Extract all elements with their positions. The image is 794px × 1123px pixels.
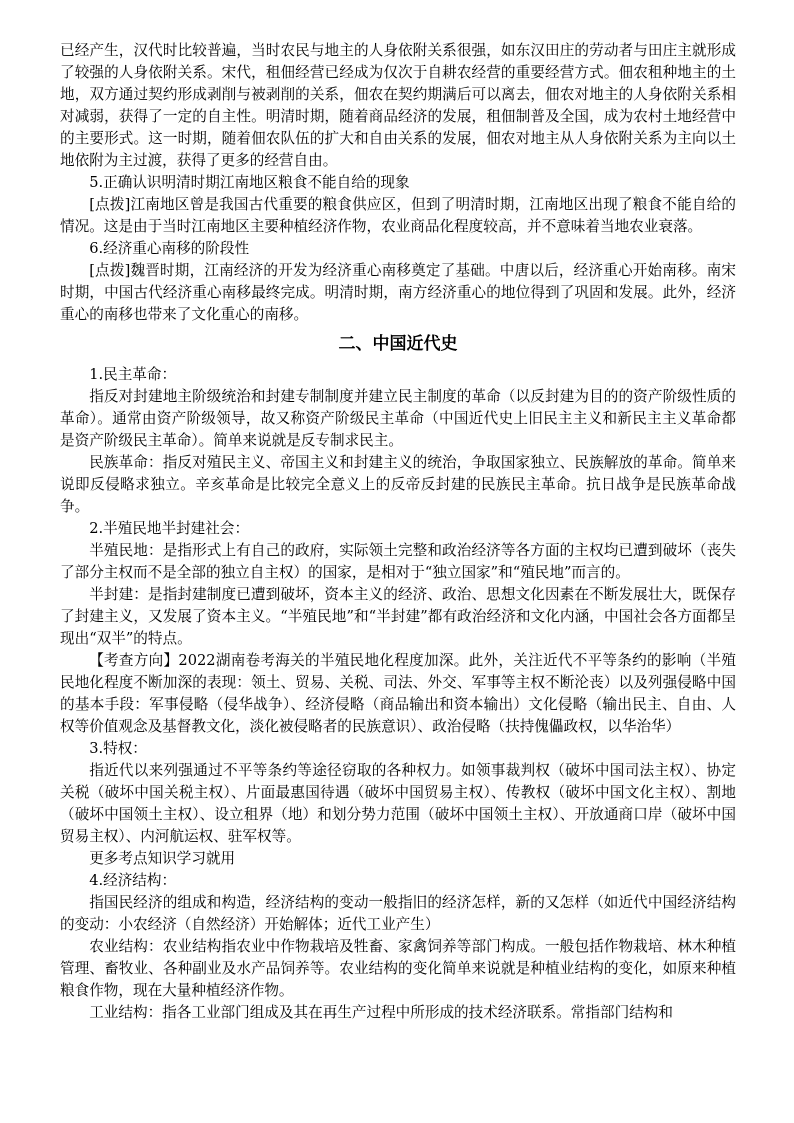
paragraph-national-revolution: 民族革命：指反对殖民主义、帝国主义和封建主义的统治，争取国家独立、民族解放的革命。简单来说即反侵略求独立。辛亥革命是比较完全意义上的反帝反封建的民族民主革命。抗日战争是民族革命战争。 [60,454,736,515]
heading-privileges: 3.特权： [89,740,147,757]
paragraph-point-5-explanation: [点拨]江南地区曾是我国古代重要的粮食供应区，但到了明清时期，江南地区出现了粮食不能自给的情况。这是由于当时江南地区主要种植经济作物，农业商品化程度较高，并不意味着当地农业衰落。 [60,196,736,235]
paragraph-semi-colonial: 半殖民地：是指形式上有自己的政府，实际领土完整和政治经济等各方面的主权均已遭到破坏（丧失了部分主权而不是全部的独立自主权）的国家，是相对于“独立国家”和“殖民地”而言的。 [60,542,736,581]
paragraph-point-6-explanation: [点拨]魏晋时期，江南经济的开发为经济重心南移奠定了基础。中唐以后，经济重心开始南移。南宋时期，中国古代经济重心南移最终完成。明清时期，南方经济重心的地位得到了巩固和发展。此外，经济重心的南移也带来了文化重心的南移。 [60,262,736,323]
document-page [60,40,736,1024]
heading-point-6: 6.经济重心南移的阶段性 [89,240,250,257]
paragraph-democratic-revolution: 指反对封建地主阶级统治和封建专制制度并建立民主制度的革命（以反封建为目的的资产阶级性质的革命）。通常由资产阶级领导，故又称资产阶级民主革命（中国近代史上旧民主主义和新民主主义革命都是资产阶级民主革命）。简单来说就是反专制求民主。 [60,388,736,449]
heading-democratic-revolution: 1.民主革命： [89,366,177,383]
paragraph-exam-direction: 【考查方向】2022湖南卷考海关的半殖民地化程度加深。此外，关注近代不平等条约的影响（半殖民地化程度不断加深的表现：领土、贸易、关税、司法、外交、军事等主权不断沦丧）以及列强侵略中国的基本手段：军事侵略（侵华战争）、经济侵略（商品输出和资本输出）文化侵略（输出民主、自由、人权等价值观念及基督教文化，淡化被侵略者的民族意识）、政治侵略（扶持傀儡政权，以华治华） [60,652,736,735]
paragraph-semi-feudal: 半封建：是指封建制度已遭到破坏，资本主义的经济、政治、思想文化因素在不断发展壮大，既保存了封建主义，又发展了资本主义。“半殖民地”和“半封建”都有政治经济和文化内涵，中国社会各方面都呈现出“双半”的特点。 [60,586,736,647]
paragraph-economic-structure: 指国民经济的组成和构造，经济结构的变动一般指旧的经济怎样，新的又怎样（如近代中国经济结构的变动：小农经济（自然经济）开始解体；近代工业产生） [60,894,736,933]
paragraph-industrial-structure: 工业结构：指各工业部门组成及其在再生产过程中所形成的技术经济联系。常指部门结构和 [89,1004,673,1021]
heading-point-5: 5.正确认识明清时期江南地区粮食不能自给的现象 [89,174,410,191]
paragraph-agricultural-structure: 农业结构：农业结构指农业中作物栽培及牲畜、家禽饲养等部门构成。一般包括作物栽培、林木种植管理、畜牧业、各种副业及水产品饲养等。农业结构的变化简单来说就是种植业结构的变化，如原来种植粮食作物，现在大量种植经济作物。 [60,938,736,999]
paragraph-tenancy-history: 已经产生，汉代时比较普遍，当时农民与地主的人身依附关系很强，如东汉田庄的劳动者与田庄主就形成了较强的人身依附关系。宋代，租佃经营已经成为仅次于自耕农经营的重要经营方式。佃农租种地主的土地，双方通过契约形成剥削与被剥削的关系，佃农在契约期满后可以离去，佃农对地主的人身依附关系相对减弱，获得了一定的自主性。明清时期，随着商品经济的发展，租佃制普及全国，成为农村土地经营中的主要形式。这一时期，随着佃农队伍的扩大和自由关系的发展，佃农对地主从人身依附关系为主向以土地依附为主过渡，获得了更多的经营自由。 [60,42,736,169]
heading-semi-colonial-society: 2.半殖民地半封建社会： [89,520,250,537]
section-title: 二、中国近代史 [338,334,458,354]
paragraph-privileges: 指近代以来列强通过不平等条约等途径窃取的各种权力。如领事裁判权（破坏中国司法主权）、协定关税（破坏中国关税主权）、片面最惠国待遇（破坏中国贸易主权）、传教权（破坏中国文化主权）、割地（破坏中国领土主权）、设立租界（地）和划分势力范围（破坏中国领土主权）、开放通商口岸（破坏中国贸易主权）、内河航运权、驻军权等。 [60,762,736,845]
paragraph-more-knowledge: 更多考点知识学习就用 [89,850,236,867]
heading-economic-structure: 4.经济结构： [89,872,177,889]
